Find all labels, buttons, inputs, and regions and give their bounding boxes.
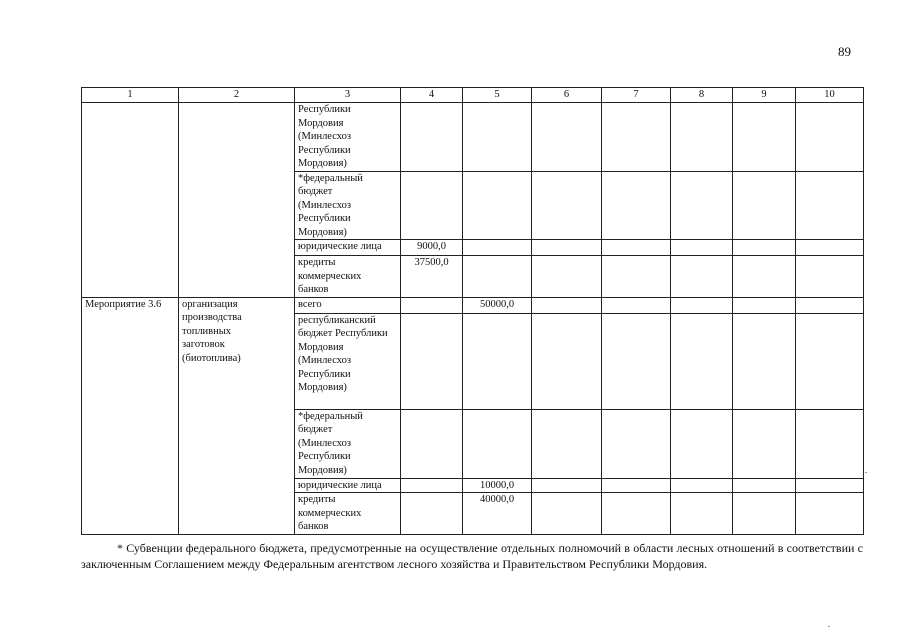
value-col5 bbox=[463, 171, 532, 240]
value-col5 bbox=[463, 409, 532, 478]
measure-name: Мероприятие 3.6 bbox=[82, 297, 179, 534]
source-cell: кредиты коммерческих банков bbox=[295, 256, 401, 298]
value-col4 bbox=[401, 409, 463, 478]
value-col5: 40000,0 bbox=[463, 493, 532, 535]
scan-mark bbox=[865, 472, 867, 473]
page-number: 89 bbox=[838, 44, 851, 59]
column-numbers-row bbox=[82, 88, 864, 103]
value-col4 bbox=[401, 103, 463, 172]
column-number: 3 bbox=[295, 88, 401, 103]
footnote-text: * Субвенции федерального бюджета, предусмотренные на осуществление отдельных полномочий в области лесных отношений в соответствии с заключенным Соглашением между Федеральным агентством лесного хозяйства и Правительством Республики Мордовия. bbox=[81, 541, 863, 571]
column-number: 7 bbox=[602, 88, 671, 103]
value-col5: 10000,0 bbox=[463, 478, 532, 493]
column-number: 8 bbox=[671, 88, 733, 103]
value-col4: 9000,0 bbox=[401, 240, 463, 256]
column-number: 2 bbox=[179, 88, 295, 103]
source-cell: всего bbox=[295, 297, 401, 313]
value-col4 bbox=[401, 297, 463, 313]
value-col4: 37500,0 bbox=[401, 256, 463, 298]
column-number: 4 bbox=[401, 88, 463, 103]
column-number: 5 bbox=[463, 88, 532, 103]
source-cell: юридические лица bbox=[295, 240, 401, 256]
source-cell: республиканский бюджет Республики Мордовия (Минлесхоз Республики Мордовия) bbox=[295, 313, 401, 409]
value-col5 bbox=[463, 240, 532, 256]
footnote bbox=[81, 540, 863, 572]
value-col5 bbox=[463, 313, 532, 409]
scan-mark bbox=[828, 626, 830, 627]
value-col4 bbox=[401, 478, 463, 493]
source-cell: *федеральный бюджет (Минлесхоз Республики Мордовия) bbox=[295, 171, 401, 240]
source-cell: кредиты коммерческих банков bbox=[295, 493, 401, 535]
value-col5: 50000,0 bbox=[463, 297, 532, 313]
measure-description: организация производства топливных заготовок (биотоплива) bbox=[179, 297, 295, 534]
column-number: 1 bbox=[82, 88, 179, 103]
value-col4 bbox=[401, 493, 463, 535]
column-number: 10 bbox=[796, 88, 864, 103]
funding-table bbox=[81, 87, 864, 535]
value-col4 bbox=[401, 171, 463, 240]
empty-cell bbox=[82, 103, 179, 298]
table-row bbox=[82, 103, 864, 172]
value-col4 bbox=[401, 313, 463, 409]
column-number: 6 bbox=[532, 88, 602, 103]
column-number: 9 bbox=[733, 88, 796, 103]
source-cell: юридические лица bbox=[295, 478, 401, 493]
empty-cell bbox=[179, 103, 295, 298]
value-col5 bbox=[463, 256, 532, 298]
source-cell: *федеральный бюджет (Минлесхоз Республики Мордовия) bbox=[295, 409, 401, 478]
source-cell: Республики Мордовия (Минлесхоз Республики Мордовия) bbox=[295, 103, 401, 172]
value-col5 bbox=[463, 103, 532, 172]
table-row bbox=[82, 297, 864, 313]
